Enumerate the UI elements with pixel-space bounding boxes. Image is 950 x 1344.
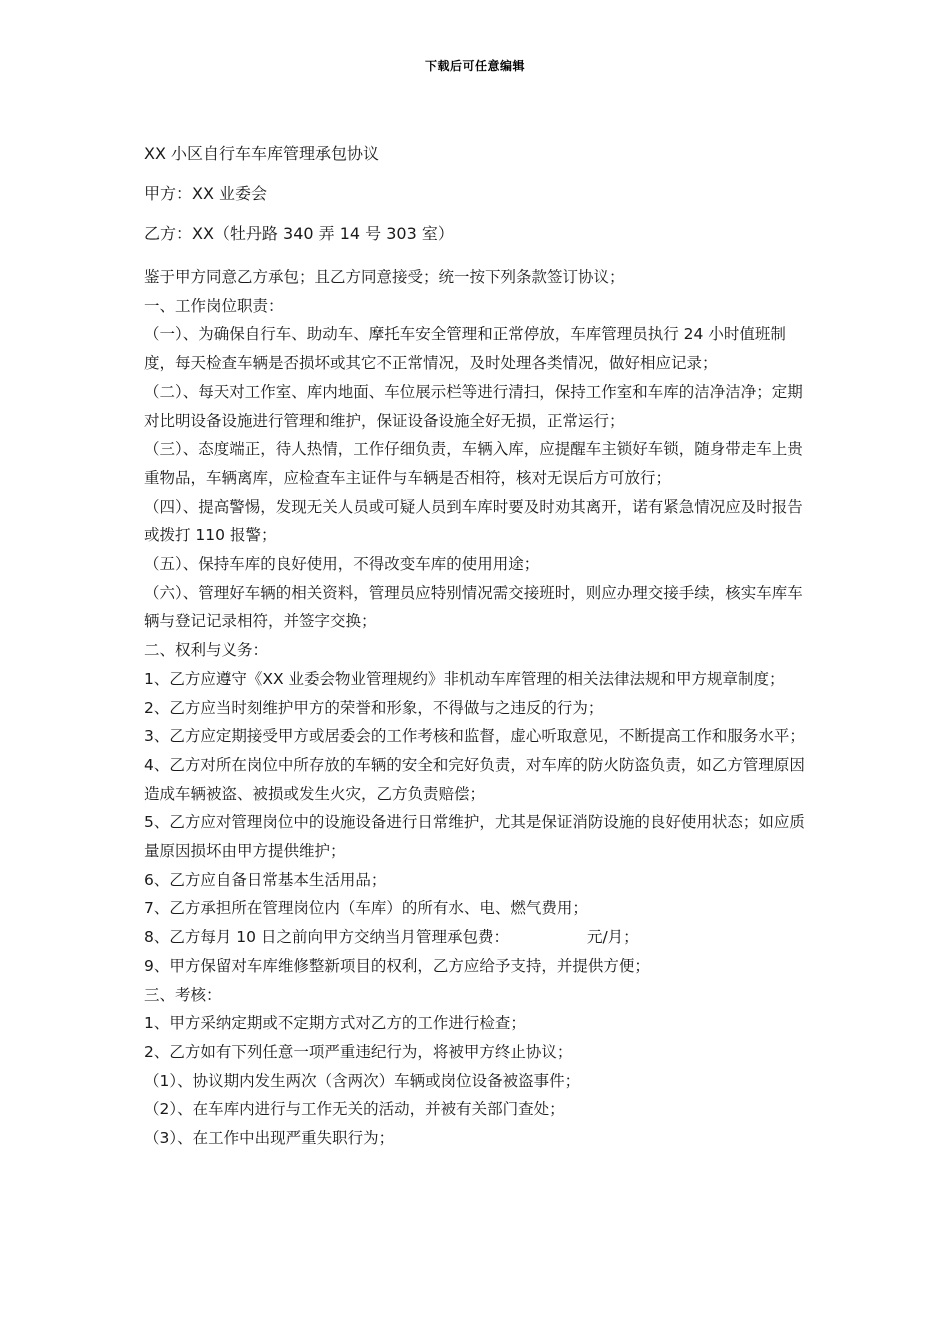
violation-item-3: （3）、在工作中出现严重失职行为；	[144, 1129, 395, 1148]
assessment-item-2: 2、乙方如有下列任意一项严重违纪行为，将被甲方终止协议；	[144, 1042, 573, 1061]
rights-item-3: 3、乙方应定期接受甲方或居委会的工作考核和监督，虚心听取意见，不断提高工作和服务水平；	[144, 727, 805, 746]
preamble-paragraph: 鉴于甲方同意乙方承包；且乙方同意接受；统一按下列条款签订协议；	[144, 268, 625, 286]
agreement-body	[144, 263, 808, 1153]
rights-item-6: 6、乙方应自备日常基本生活用品；	[144, 870, 387, 889]
rights-item-7: 7、乙方承担所在管理岗位内（车库）的所有水、电、燃气费用；	[144, 899, 588, 918]
assessment-item-1: 1、甲方采纳定期或不定期方式对乙方的工作进行检查；	[144, 1014, 526, 1033]
party-b: 乙方：XX（牡丹路 340 弄 14 号 303 室）	[144, 224, 454, 243]
violation-item-2: （2）、在车库内进行与工作无关的活动，并被有关部门查处；	[144, 1100, 565, 1119]
rights-item-4: 4、乙方对所在岗位中所存放的车辆的安全和完好负责，对车库的防火防盗负责，如乙方管理原因造成车辆被盗、被损或发生火灾，乙方负责赔偿；	[144, 755, 805, 803]
duty-item-1: （一）、为确保自行车、助动车、摩托车安全管理和正常停放，车库管理员执行 24 小时值班制度，每天检查车辆是否损坏或其它不正常情况，及时处理各类情况，做好相应记录；	[144, 325, 786, 373]
duty-item-4: （四）、提高警惕，发现无关人员或可疑人员到车库时要及时劝其离开，诺有紧急情况应及时报告或拨打 110 报警；	[144, 497, 803, 545]
section-heading-assessment: 三、考核：	[144, 985, 222, 1004]
violation-item-1: （1）、协议期内发生两次（含两次）车辆或岗位设备被盗事件；	[144, 1071, 581, 1090]
section-heading-duties: 一、工作岗位职责：	[144, 296, 284, 315]
download-edit-note: 下载后可任意编辑	[424, 59, 525, 73]
document-title: XX 小区自行车车库管理承包协议	[144, 144, 380, 163]
rights-item-1: 1、乙方应遵守《XX 业委会物业管理规约》非机动车库管理的相关法律法规和甲方规章制度；	[144, 669, 785, 688]
party-a: 甲方：XX 业委会	[144, 184, 268, 203]
rights-item-5: 5、乙方应对管理岗位中的设施设备进行日常维护，尤其是保证消防设施的良好使用状态；如应质量原因损坏由甲方提供维护；	[144, 813, 805, 861]
fee-clause-suffix: 元/月；	[586, 928, 639, 947]
fee-clause-prefix: 8、乙方每月 10 日之前向甲方交纳当月管理承包费：	[144, 928, 509, 947]
rights-item-8-fee	[144, 923, 808, 952]
duty-item-6: （六）、管理好车辆的相关资料，管理员应特别情况需交接班时，则应办理交接手续，核实车库车辆与登记记录相符，并签字交换；	[144, 583, 803, 631]
duty-item-2: （二）、每天对工作室、库内地面、车位展示栏等进行清扫，保持工作室和车库的洁净洁净；定期对比明设备设施进行管理和维护，保证设备设施全好无损，正常运行；	[144, 382, 803, 430]
section-heading-rights: 二、权利与义务：	[144, 641, 269, 660]
rights-item-9: 9、甲方保留对车库维修整新项目的权利，乙方应给予支持，并提供方便；	[144, 956, 650, 975]
rights-item-2: 2、乙方应当时刻维护甲方的荣誉和形象，不得做与之违反的行为；	[144, 698, 604, 717]
duty-item-5: （五）、保持车库的良好使用，不得改变车库的使用用途；	[144, 555, 540, 574]
duty-item-3: （三）、态度端正，待人热情，工作仔细负责，车辆入库，应提醒车主锁好车锁，随身带走车上贵重物品，车辆离库，应检查车主证件与车辆是否相符，核对无误后方可放行；	[144, 440, 803, 487]
